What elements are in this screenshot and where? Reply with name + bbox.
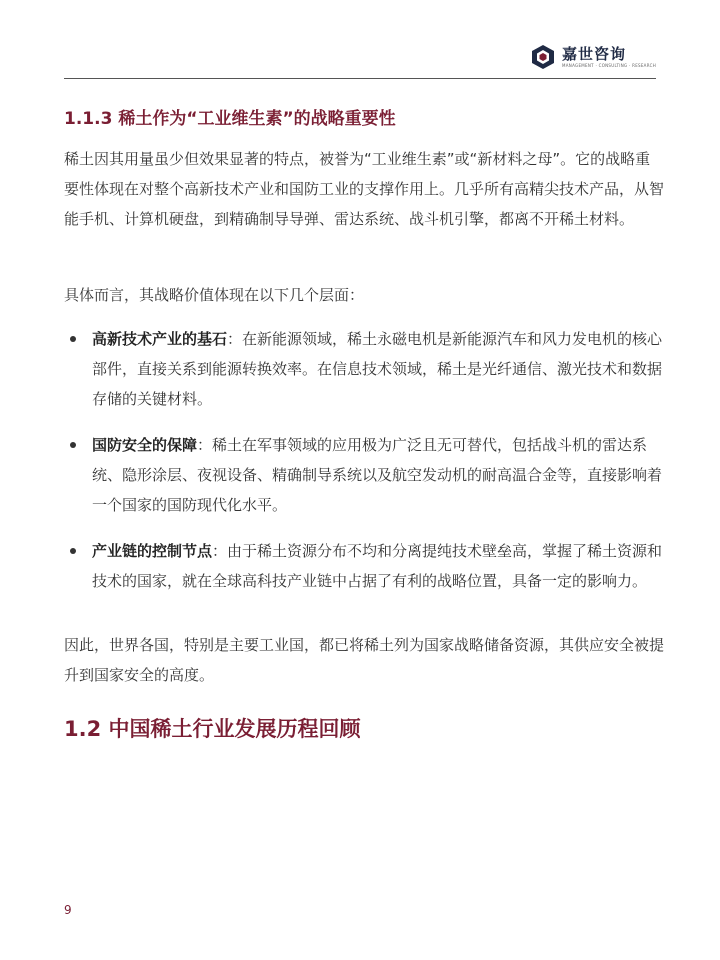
bullet-icon [70, 548, 76, 554]
bullet-text: ：由于稀土资源分布不均和分离提纯技术壁垒高，掌握了稀土资源和技术的国家，就在全球高科技产业链中占据了有利的战略位置，具备一定的影响力。 [92, 542, 663, 590]
next-section-heading: 1.2 中国稀土行业发展历程回顾 [64, 717, 361, 741]
page-header [64, 0, 656, 79]
bullet-list [64, 324, 664, 612]
conclusion-paragraph: 因此，世界各国，特别是主要工业国，都已将稀土列为国家战略储备资源，其供应安全被提升到国家安全的高度。 [64, 636, 665, 684]
bullet-icon [70, 336, 76, 342]
logo-name: 嘉世咨询 [562, 44, 627, 63]
bullet-text: ：在新能源领域，稀土永磁电机是新能源汽车和风力发电机的核心部件，直接关系到能源转换效率。在信息技术领域，稀土是光纤通信、激光技术和数据存储的关键材料。 [92, 330, 663, 408]
section-heading: 1.1.3 稀土作为“工业维生素”的战略重要性 [64, 109, 396, 129]
bullet-title: 国防安全的保障 [92, 436, 198, 454]
list-item [64, 536, 664, 596]
bullet-text: ：稀土在军事领域的应用极为广泛且无可替代，包括战斗机的雷达系统、隐形涂层、夜视设备、精确制导系统以及航空发动机的耐高温合金等，直接影响着一个国家的国防现代化水平。 [92, 436, 663, 514]
page-number: 9 [64, 903, 72, 917]
lead-paragraph: 具体而言，其战略价值体现在以下几个层面： [64, 286, 365, 304]
bullet-title: 高新技术产业的基石 [92, 330, 228, 348]
logo-tagline: MANAGEMENT · CONSULTING · RESEARCH [562, 62, 656, 68]
bullet-title: 产业链的控制节点 [92, 542, 213, 560]
bullet-icon [70, 442, 76, 448]
logo-mark-icon [530, 44, 556, 70]
list-item [64, 324, 664, 414]
intro-paragraph: 稀土因其用量虽少但效果显著的特点，被誉为“工业维生素”或“新材料之母”。它的战略重要性体现在对整个高新技术产业和国防工业的支撑作用上。几乎所有高精尖技术产品，从智能手机、计算机硬盘，到精确制导导弹、雷达系统、战斗机引擎，都离不开稀土材料。 [64, 150, 665, 228]
company-logo [530, 44, 656, 70]
list-item [64, 430, 664, 520]
